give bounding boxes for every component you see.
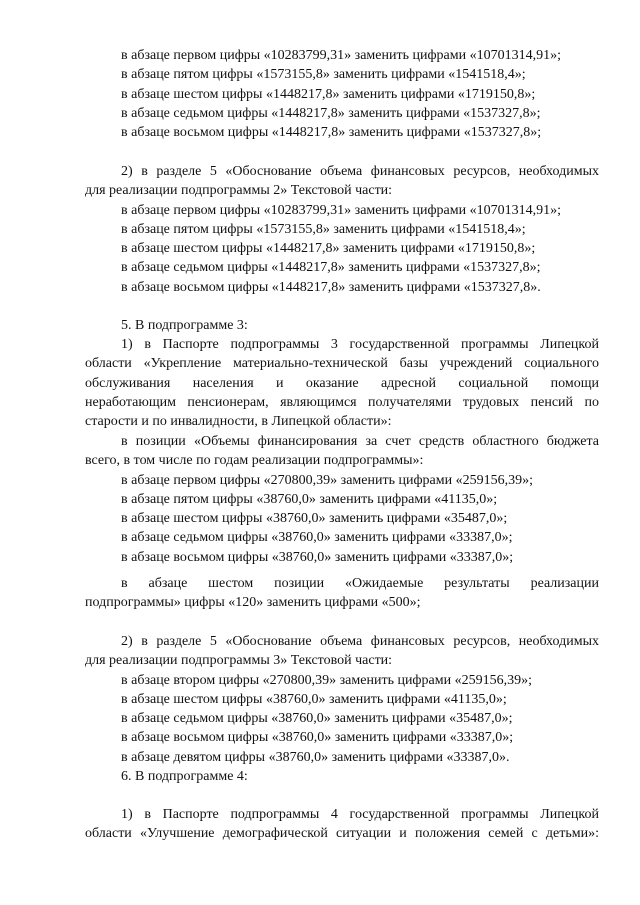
text-line: в абзаце шестом цифры «38760,0» заменить цифрами «41135,0»; bbox=[121, 691, 507, 707]
text-line: в абзаце шестом цифры «1448217,8» заменить цифрами «1719150,8»; bbox=[121, 241, 536, 257]
text-line: для реализации подпрограммы 3» Текстовой части: bbox=[85, 653, 393, 669]
text-line: 1) в Паспорте подпрограммы 3 государственной программы Липецкой bbox=[121, 337, 599, 352]
text-line: в абзаце седьмом цифры «38760,0» заменить цифрами «33387,0»; bbox=[121, 530, 513, 546]
text-line: в абзаце пятом цифры «1573155,8» заменить цифрами «1541518,4»; bbox=[121, 67, 526, 83]
text-line: старости и по инвалидности, в Липецкой области»: bbox=[85, 414, 392, 430]
text-line: в абзаце пятом цифры «1573155,8» заменить цифрами «1541518,4»; bbox=[121, 221, 526, 237]
text-line: в абзаце седьмом цифры «1448217,8» заменить цифрами «1537327,8»; bbox=[121, 260, 541, 276]
sub2-section5 bbox=[85, 162, 599, 297]
text-line: в абзаце втором цифры «270800,39» заменить цифрами «259156,39»; bbox=[121, 672, 532, 688]
text-line: обслуживания населения и оказание адресной социальной помощи bbox=[85, 375, 599, 391]
text-line: в абзаце шестом позиции «Ожидаемые результаты реализации bbox=[121, 576, 599, 591]
text-line: в абзаце седьмом цифры «1448217,8» заменить цифрами «1537327,8»; bbox=[121, 105, 541, 121]
text-line: в абзаце шестом цифры «38760,0» заменить цифрами «35487,0»; bbox=[121, 511, 508, 527]
text-line: в абзаце пятом цифры «38760,0» заменить цифрами «41135,0»; bbox=[121, 491, 498, 507]
text-line: в абзаце шестом цифры «1448217,8» заменить цифрами «1719150,8»; bbox=[121, 86, 536, 102]
text-line: в абзаце первом цифры «270800,39» заменить цифрами «259156,39»; bbox=[121, 472, 533, 488]
sub3-financing-position bbox=[85, 432, 599, 567]
text-line: неработающим пенсионерам, являющимся получателями трудовых пенсий по bbox=[85, 394, 599, 410]
text-line: 6. В подпрограмме 4: bbox=[121, 769, 248, 784]
text-line: всего, в том числе по годам реализации подпрограммы»: bbox=[85, 453, 424, 469]
sub3-expected-results bbox=[85, 574, 599, 613]
text-line: в абзаце первом цифры «10283799,31» заменить цифрами «10701314,91»; bbox=[121, 48, 561, 63]
sub3-section5 bbox=[85, 632, 599, 767]
sub2-passport-tail bbox=[85, 46, 599, 142]
text-line: области «Укрепление материально-технической базы учреждений социального bbox=[85, 356, 599, 372]
sub4-passport-intro bbox=[85, 805, 599, 844]
text-line: в абзаце восьмом цифры «1448217,8» заменить цифрами «1537327,8»; bbox=[121, 125, 542, 141]
text-line: подпрограммы» цифры «120» заменить цифрами «500»; bbox=[85, 595, 421, 611]
sub4-heading bbox=[85, 767, 599, 786]
text-line: в абзаце восьмом цифры «1448217,8» заменить цифрами «1537327,8». bbox=[121, 279, 541, 295]
text-line: 5. В подпрограмме 3: bbox=[121, 318, 248, 333]
text-line: в абзаце седьмом цифры «38760,0» заменить цифрами «35487,0»; bbox=[121, 711, 513, 727]
text-line: в абзаце первом цифры «10283799,31» заменить цифрами «10701314,91»; bbox=[121, 202, 561, 218]
sub3-heading bbox=[85, 316, 599, 335]
text-line: 2) в разделе 5 «Обоснование объема финансовых ресурсов, необходимых bbox=[121, 164, 599, 179]
text-line: в позиции «Объемы финансирования за счет средств областного бюджета bbox=[121, 434, 599, 449]
text-line: для реализации подпрограммы 2» Текстовой части: bbox=[85, 183, 393, 199]
text-line: в абзаце восьмом цифры «38760,0» заменить цифрами «33387,0»; bbox=[121, 549, 514, 565]
text-line: в абзаце девятом цифры «38760,0» заменить цифрами «33387,0». bbox=[121, 749, 510, 765]
text-line: в абзаце восьмом цифры «38760,0» заменить цифрами «33387,0»; bbox=[121, 730, 514, 746]
text-line: области «Улучшение демографической ситуации и положения семей с детьми»: bbox=[85, 826, 599, 842]
text-line: 1) в Паспорте подпрограммы 4 государственной программы Липецкой bbox=[121, 807, 599, 822]
sub3-passport-intro bbox=[85, 335, 599, 431]
text-line: 2) в разделе 5 «Обоснование объема финансовых ресурсов, необходимых bbox=[121, 634, 599, 649]
